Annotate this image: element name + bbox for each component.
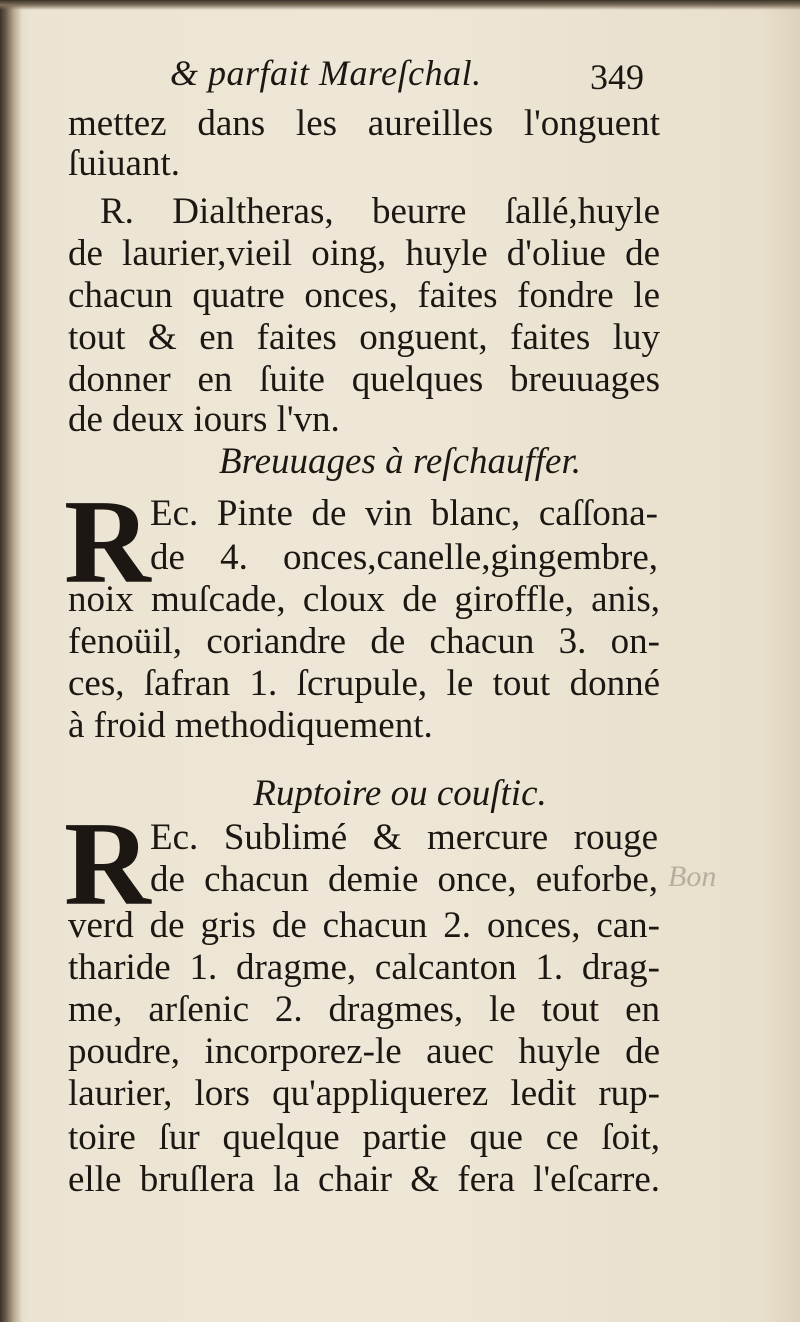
section-heading: Breuuages à reſchauffer. xyxy=(218,441,582,482)
margin-note: Bon xyxy=(668,860,717,893)
text-line: Ec. Sublimé & mercure rouge xyxy=(150,817,658,858)
running-title: & parfait Mareſchal. xyxy=(170,53,482,93)
drop-cap: R xyxy=(64,475,151,608)
text-line: poudre, incorporez-le auec huyle de xyxy=(68,1031,660,1072)
section-heading: Ruptoire ou couſtic. xyxy=(253,773,547,814)
drop-cap: R xyxy=(64,797,151,930)
page-header xyxy=(170,52,670,102)
text-line: Ec. Pinte de vin blanc, caſſona- xyxy=(150,493,658,534)
text-line: verd de gris de chacun 2. onces, can- xyxy=(68,905,660,946)
text-line: laurier, lors qu'appliquerez ledit rup- xyxy=(68,1073,660,1114)
text-line: R. Dialtheras, beurre ſallé,huyle xyxy=(100,191,660,232)
text-line: toire ſur quelque partie que ce ſoit, xyxy=(68,1117,660,1158)
text-line: mettez dans les aureilles l'onguent xyxy=(68,103,660,144)
text-line: tout & en faites onguent, faites luy xyxy=(68,317,660,358)
text-line: ces, ſafran 1. ſcrupule, le tout donné xyxy=(68,663,660,704)
text-line: de 4. onces,canelle,gingembre, xyxy=(150,537,658,578)
text-line: me, arſenic 2. dragmes, le tout en xyxy=(68,989,660,1030)
text-line: de chacun demie once, euforbe, xyxy=(150,859,658,900)
text-line: elle bruſlera la chair & fera l'eſcarre. xyxy=(68,1159,660,1200)
text-line: de deux iours l'vn. xyxy=(68,399,340,440)
text-line: donner en ſuite quelques breuuages xyxy=(68,359,660,400)
text-line: ſuiuant. xyxy=(68,143,181,184)
page-number: 349 xyxy=(590,57,644,97)
text-line: fenoüil, coriandre de chacun 3. on- xyxy=(68,621,660,662)
text-line: à froid methodiquement. xyxy=(68,705,433,746)
text-line: chacun quatre onces, faites fondre le xyxy=(68,275,660,316)
text-line: noix muſcade, cloux de giroffle, anis, xyxy=(68,579,660,620)
text-line: de laurier,vieil oing, huyle d'oliue de xyxy=(68,233,660,274)
text-line: tharide 1. dragme, calcanton 1. drag- xyxy=(68,947,660,988)
